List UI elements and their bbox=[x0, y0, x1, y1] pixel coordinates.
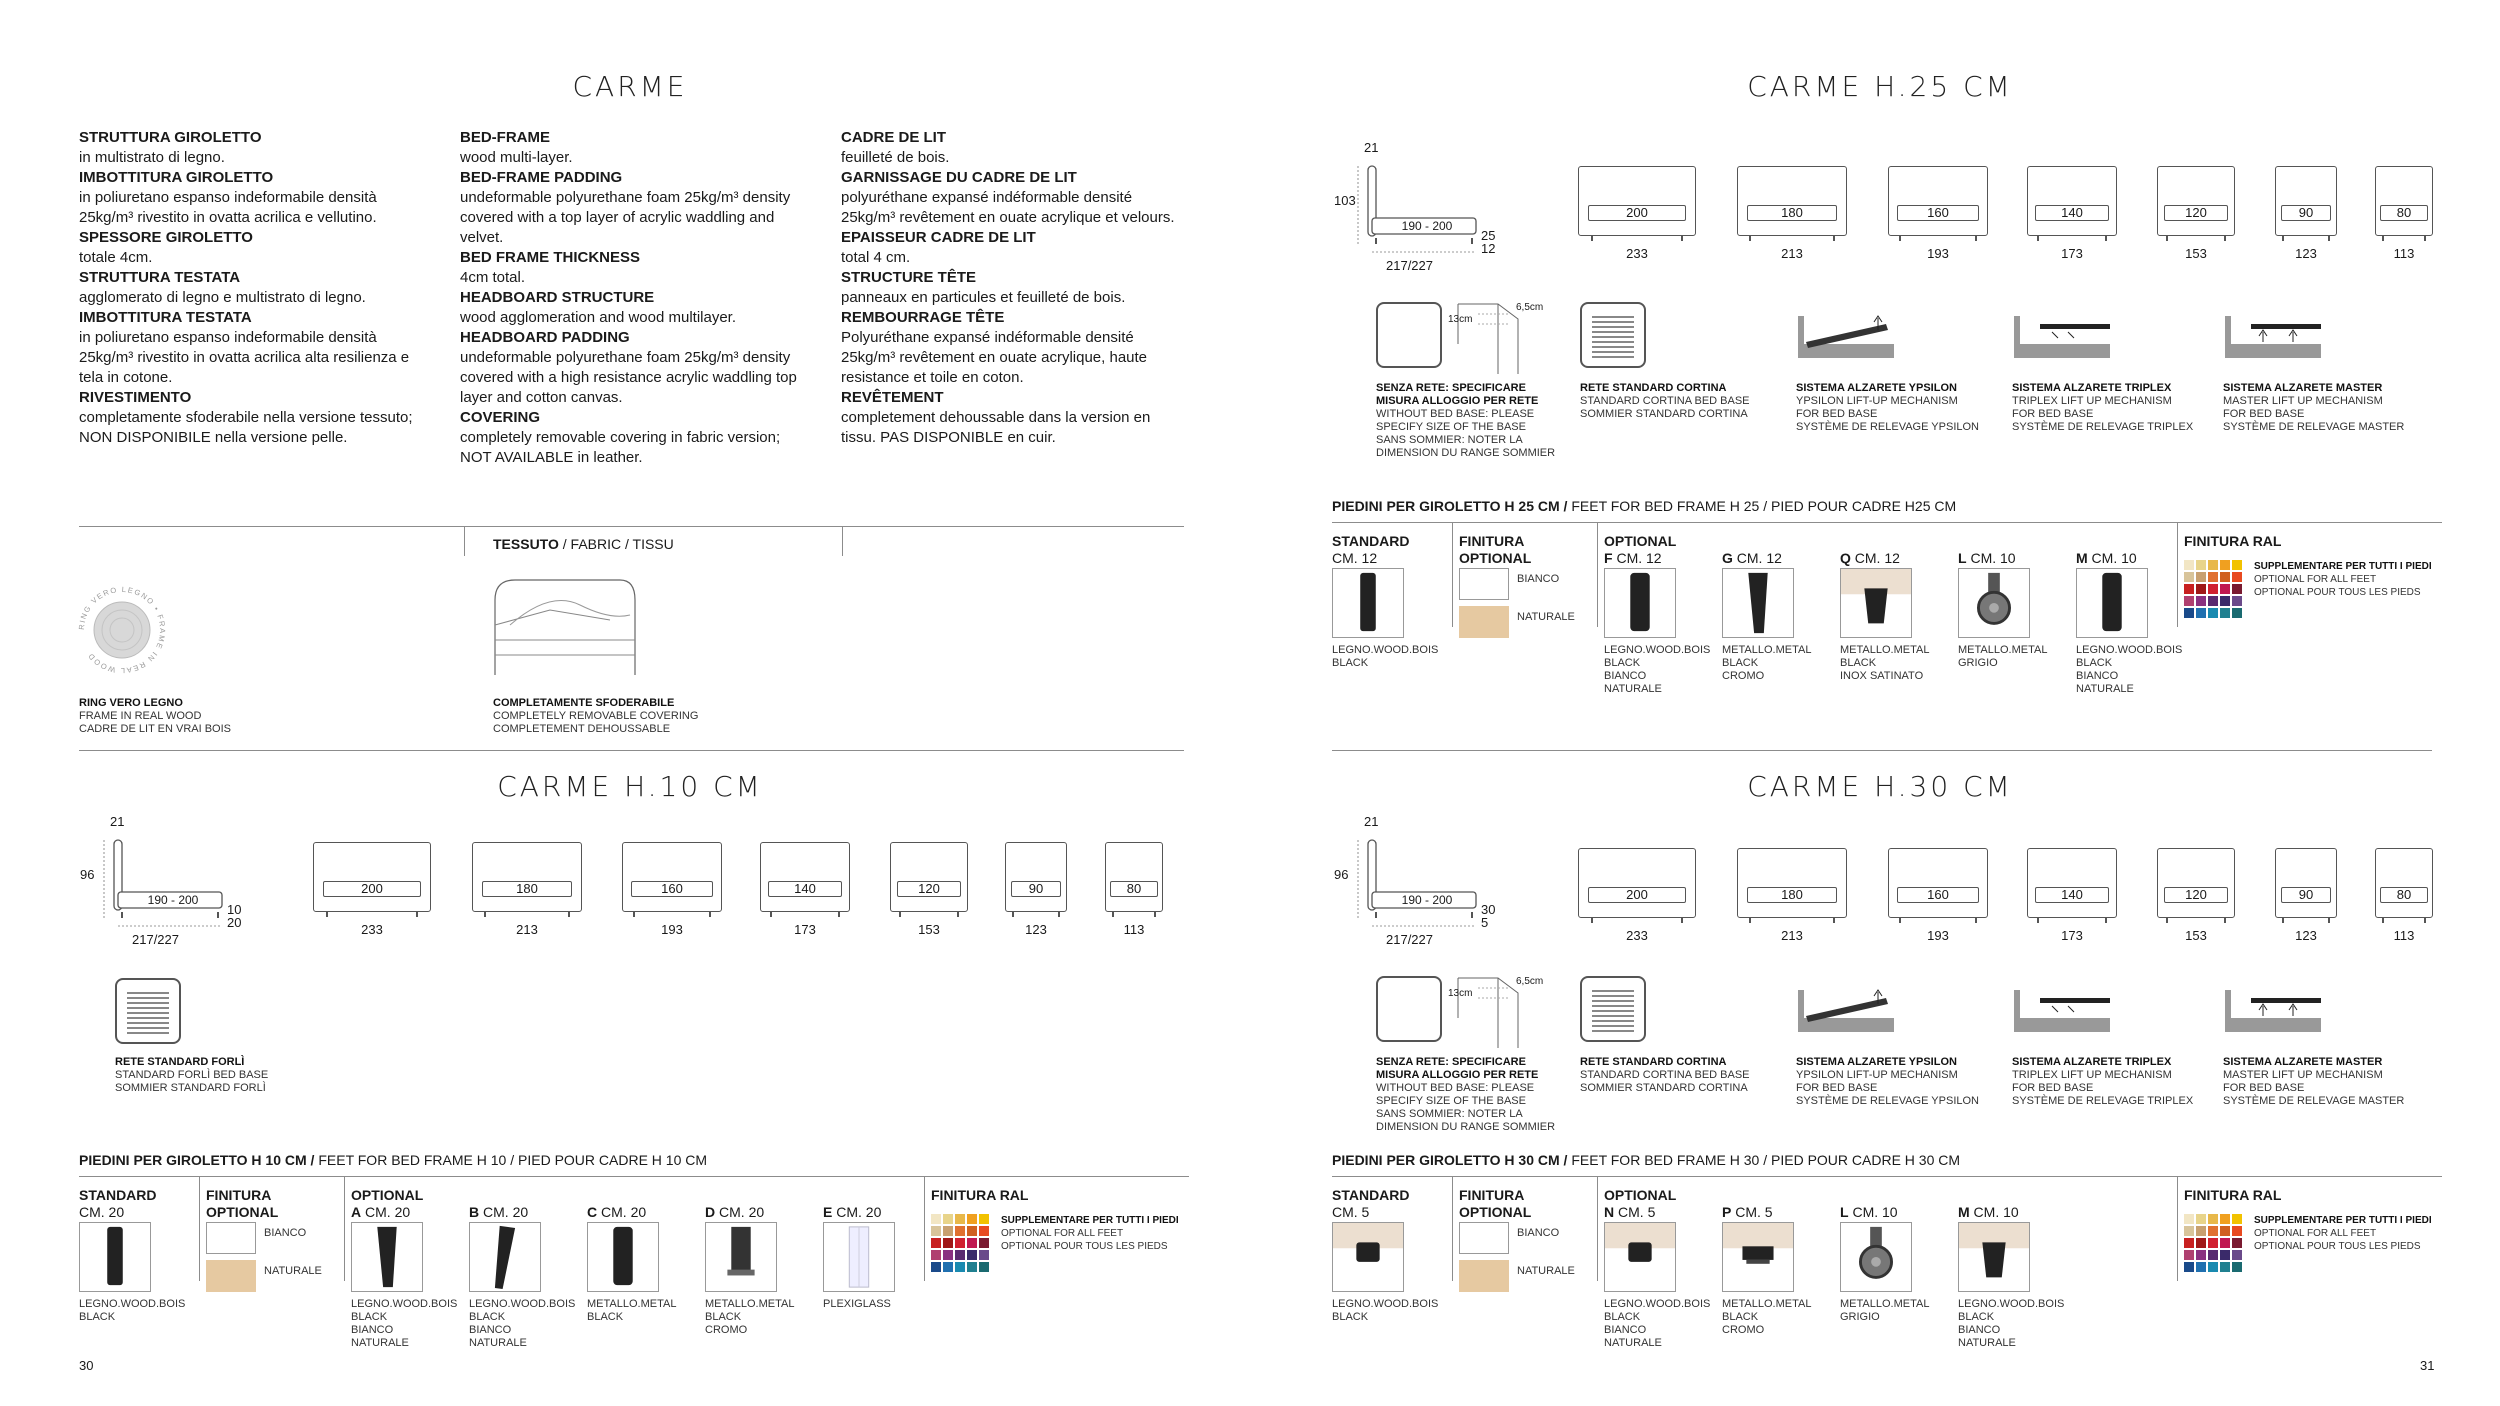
bed-width: 180 bbox=[1747, 205, 1838, 221]
foot-code: B CM. 20 bbox=[469, 1204, 529, 1220]
bed-legs bbox=[1591, 918, 1684, 923]
foot-code: F CM. 12 bbox=[1604, 550, 1662, 566]
spec-text: in poliuretano espanso indeformabile densità 25kg/m³ rivestito in ovatta acrilica alta resilienza e tela in cotone. bbox=[79, 329, 410, 386]
bed-legs bbox=[2037, 918, 2107, 923]
caption: METALLO.METAL BLACK CROMO bbox=[1722, 644, 1812, 682]
bed-front-view bbox=[2027, 848, 2117, 918]
ral-swatch bbox=[2208, 1214, 2218, 1224]
caption: LEGNO.WOOD.BOIS BLACK BIANCO NATURALE bbox=[2076, 644, 2183, 695]
slat bbox=[1592, 1015, 1634, 1017]
spec-text: undeformable polyurethane foam 25kg/m³ density covered with a high resistance acrylic waddling top layer and cotton canvas. bbox=[460, 349, 797, 406]
bed-width: 180 bbox=[482, 881, 573, 897]
standard-height: CM. 5 bbox=[1332, 1204, 1370, 1220]
caption: METALLO.METAL GRIGIO bbox=[1958, 644, 2048, 669]
caption: METALLO.METAL BLACK bbox=[587, 1298, 677, 1323]
spec-text: total 4 cm. bbox=[841, 249, 911, 266]
bed-width: 160 bbox=[631, 881, 713, 897]
spec-text: undeformable polyurethane foam 25kg/m³ density covered with a top layer of acrylic waddling and velvet. bbox=[460, 189, 791, 246]
spec-heading: STRUCTURE TÊTE bbox=[841, 269, 976, 286]
caption: RETE STANDARD CORTINA STANDARD CORTINA BED BASE SOMMIER STANDARD CORTINA bbox=[1580, 1056, 1750, 1094]
finish-natural-label: NATURALE bbox=[1517, 611, 1575, 623]
ral-swatch bbox=[2184, 1226, 2194, 1236]
bed-outer-width: 233 bbox=[1626, 928, 1648, 943]
spec-heading: CADRE DE LIT bbox=[841, 129, 946, 146]
spec-text: wood multi-layer. bbox=[460, 149, 573, 166]
ral-swatch bbox=[2232, 1250, 2242, 1260]
spec-text: panneaux en particules et feuilleté de bois. bbox=[841, 289, 1126, 306]
foot-code: L CM. 10 bbox=[1958, 550, 2016, 566]
foot-image bbox=[1958, 1222, 2030, 1292]
caption: LEGNO.WOOD.BOIS BLACK BIANCO NATURALE bbox=[1604, 644, 1711, 695]
spec-heading: RIVESTIMENTO bbox=[79, 389, 192, 406]
ral-swatch bbox=[2196, 1262, 2206, 1272]
bed-legs bbox=[2382, 918, 2427, 923]
ral-swatch bbox=[2196, 1238, 2206, 1248]
bed-front-view bbox=[1737, 848, 1847, 918]
ypsilon-lift-icon bbox=[1796, 976, 1896, 1046]
bed-outer-width: 153 bbox=[2185, 928, 2207, 943]
foot-code: G CM. 12 bbox=[1722, 550, 1782, 566]
caption: METALLO.METAL BLACK CROMO bbox=[1722, 1298, 1812, 1336]
ral-swatch bbox=[2232, 1238, 2242, 1248]
ring-caption: RING VERO LEGNO FRAME IN REAL WOOD CADRE DE LIT EN VRAI BOIS bbox=[79, 697, 232, 735]
bed-outer-width: 123 bbox=[1025, 922, 1047, 937]
bed-outer-width: 123 bbox=[2295, 246, 2317, 261]
standard-label: STANDARD bbox=[1332, 533, 1410, 549]
ral-swatch bbox=[2232, 1214, 2242, 1224]
finish-white-label: BIANCO bbox=[1517, 573, 1560, 585]
caption: METALLO.METAL BLACK INOX SATINATO bbox=[1840, 644, 1930, 682]
bed-front-view bbox=[2375, 848, 2433, 918]
divider bbox=[2177, 1176, 2178, 1281]
triplex-lift-icon bbox=[2012, 976, 2112, 1046]
left-title: CARME bbox=[572, 70, 688, 103]
caption: SISTEMA ALZARETE YPSILON YPSILON LIFT-UP MECHANISM FOR BED BASE SYSTÈME DE RELEVAGE YPSILON bbox=[1796, 1056, 1979, 1107]
spec-heading: SPESSORE GIROLETTO bbox=[79, 229, 253, 246]
standard-label: STANDARD bbox=[1332, 1187, 1410, 1203]
bed-outer-width: 233 bbox=[361, 922, 383, 937]
dim-frame: 25 bbox=[1481, 228, 1496, 243]
finitura-label: OPTIONAL bbox=[206, 1204, 279, 1220]
spec-text: completely removable covering in fabric version; NOT AVAILABLE in leather. bbox=[460, 429, 781, 466]
caption: SISTEMA ALZARETE YPSILON YPSILON LIFT-UP MECHANISM FOR BED BASE SYSTÈME DE RELEVAGE YPSILON bbox=[1796, 382, 1979, 433]
sfoderabile-caption: COMPLETAMENTE SFODERABILE COMPLETELY REMOVABLE COVERING COMPLETEMENT DEHOUSSABLE bbox=[493, 697, 699, 735]
slat bbox=[1592, 990, 1634, 992]
ral-swatch bbox=[2184, 1238, 2194, 1248]
ral-title: FINITURA RAL bbox=[2184, 533, 2282, 549]
foot-image bbox=[1722, 1222, 1794, 1292]
spec-heading: STRUTTURA TESTATA bbox=[79, 269, 241, 286]
foot-image bbox=[1604, 1222, 1676, 1292]
bed-legs bbox=[1749, 918, 1835, 923]
foot-code: N CM. 5 bbox=[1604, 1204, 1656, 1220]
slat bbox=[1592, 995, 1634, 997]
bed-width: 90 bbox=[2281, 887, 2331, 903]
ral-swatch bbox=[2196, 1226, 2206, 1236]
dim-outer: 217/227 bbox=[132, 932, 179, 947]
spec-heading: EPAISSEUR CADRE DE LIT bbox=[841, 229, 1036, 246]
foot-code: M CM. 10 bbox=[2076, 550, 2137, 566]
bed-width: 140 bbox=[768, 881, 842, 897]
caption: LEGNO.WOOD.BOIS BLACK bbox=[1332, 1298, 1439, 1323]
bed-width: 80 bbox=[2380, 887, 2427, 903]
optional-label: OPTIONAL bbox=[1604, 1187, 1677, 1203]
foot-image bbox=[1840, 1222, 1912, 1292]
bed-outer-width: 113 bbox=[2393, 928, 2415, 943]
dim-total: 103 bbox=[1334, 193, 1356, 208]
bed-width: 180 bbox=[1747, 887, 1838, 903]
ral-swatch bbox=[2196, 1214, 2206, 1224]
finitura-label: FINITURA bbox=[1459, 1187, 1525, 1203]
bed-front-view bbox=[1888, 848, 1988, 918]
dim-13cm: 13cm bbox=[1448, 314, 1473, 325]
ral-swatch bbox=[2208, 1238, 2218, 1248]
ral-title: FINITURA RAL bbox=[2184, 1187, 2282, 1203]
dim-head: 21 bbox=[110, 814, 125, 829]
dim-13cm: 13cm bbox=[1448, 988, 1473, 999]
dim-outer: 217/227 bbox=[1386, 932, 1433, 947]
caption: METALLO.METAL BLACK CROMO bbox=[705, 1298, 795, 1336]
ral-swatch bbox=[2220, 1226, 2230, 1236]
dim-leg: 5 bbox=[1481, 915, 1489, 930]
bed-width: 160 bbox=[1897, 205, 1979, 221]
dim-frame: 30 bbox=[1481, 902, 1496, 917]
dim-6-5cm: 6,5cm bbox=[1516, 976, 1544, 987]
bed-width: 160 bbox=[1897, 887, 1979, 903]
spec-heading: HEADBOARD PADDING bbox=[460, 329, 630, 346]
finish-white-label: BIANCO bbox=[264, 1227, 307, 1239]
dim-leg: 20 bbox=[227, 915, 242, 930]
dim-head: 21 bbox=[1364, 140, 1379, 155]
spec-text: totale 4cm. bbox=[79, 249, 153, 266]
foot-code: A CM. 20 bbox=[351, 1204, 411, 1220]
bed-outer-width: 193 bbox=[1927, 928, 1949, 943]
spec-text: in poliuretano espanso indeformabile densità 25kg/m³ rivestito in ovatta acrilica e vellutino. bbox=[79, 189, 377, 226]
ral-swatch bbox=[2208, 1250, 2218, 1260]
bed-legs bbox=[1899, 918, 1977, 923]
feet-section-header: PIEDINI PER GIROLETTO H 25 CM / FEET FOR BED FRAME H 25 / PIED POUR CADRE H25 CM bbox=[1332, 498, 1957, 514]
spec-heading: BED-FRAME bbox=[460, 129, 550, 146]
finitura-label: OPTIONAL bbox=[1459, 1204, 1532, 1220]
bed-outer-width: 153 bbox=[918, 922, 940, 937]
caption: SISTEMA ALZARETE TRIPLEX TRIPLEX LIFT UP MECHANISM FOR BED BASE SYSTÈME DE RELEVAGE TRIPLEX bbox=[2012, 1056, 2194, 1107]
foot-code: C CM. 20 bbox=[587, 1204, 647, 1220]
caption: SENZA RETE: SPECIFICARE MISURA ALLOGGIO PER RETE WITHOUT BED BASE: PLEASE SPECIFY SIZE OF THE BASE SANS SOMMIER: NOTER LA DIMENSION DU RANGE SOMMIER bbox=[1376, 382, 1556, 459]
bed-outer-width: 123 bbox=[2295, 928, 2317, 943]
bed-base-icon bbox=[1580, 976, 1646, 1042]
bed-front-view bbox=[2157, 848, 2235, 918]
caption: SISTEMA ALZARETE MASTER MASTER LIFT UP MECHANISM FOR BED BASE SYSTÈME DE RELEVAGE MASTER bbox=[2223, 1056, 2405, 1107]
bed-width: 200 bbox=[1588, 887, 1685, 903]
bed-outer-width: 153 bbox=[2185, 246, 2207, 261]
ral-swatch bbox=[2220, 1250, 2230, 1260]
ral-swatch bbox=[2184, 1262, 2194, 1272]
bed-outer-width: 173 bbox=[2061, 928, 2083, 943]
spec-text: completamente sfoderabile nella versione tessuto; NON DISPONIBILE nella versione pelle. bbox=[79, 409, 413, 446]
bed-width: 140 bbox=[2035, 887, 2109, 903]
bed-outer-width: 213 bbox=[1781, 928, 1803, 943]
ral-caption: SUPPLEMENTARE PER TUTTI I PIEDI OPTIONAL FOR ALL FEET OPTIONAL POUR TOUS LES PIEDS bbox=[1001, 1215, 1179, 1252]
dim-length: 190 - 200 bbox=[1401, 219, 1453, 233]
finish-natural-label: NATURALE bbox=[1517, 1265, 1575, 1277]
bed-width: 140 bbox=[2035, 205, 2109, 221]
ral-swatch bbox=[2208, 1262, 2218, 1272]
bed-width: 200 bbox=[1588, 205, 1685, 221]
caption: SENZA RETE: SPECIFICARE MISURA ALLOGGIO PER RETE WITHOUT BED BASE: PLEASE SPECIFY SIZE OF THE BASE SANS SOMMIER: NOTER LA DIMENSION DU RANGE SOMMIER bbox=[1376, 1056, 1556, 1133]
dim-length: 190 - 200 bbox=[1401, 893, 1453, 907]
bed-legs bbox=[2282, 918, 2330, 923]
caption: LEGNO.WOOD.BOIS BLACK bbox=[1332, 644, 1439, 669]
ral-title: FINITURA RAL bbox=[931, 1187, 1029, 1203]
spec-heading: GARNISSAGE DU CADRE DE LIT bbox=[841, 169, 1077, 186]
caption: METALLO.METAL GRIGIO bbox=[1840, 1298, 1930, 1323]
dim-leg: 12 bbox=[1481, 241, 1496, 256]
bed-outer-width: 113 bbox=[1123, 922, 1145, 937]
bed-width: 90 bbox=[1011, 881, 1061, 897]
h10-title: CARME H.10 CM bbox=[497, 770, 763, 803]
svg-text:RING VERO LEGNO • FRAME IN REA: RING VERO LEGNO • FRAME IN REAL WOOD bbox=[76, 584, 168, 676]
spec-text: polyuréthane expansé indéformable densité 25kg/m³ revêtement en ouate acrylique et velours. bbox=[841, 189, 1175, 226]
page-number-right: 31 bbox=[2420, 1358, 2435, 1373]
spec-text: Polyuréthane expansé indéformable densité 25kg/m³ revêtement en ouate acrylique, haute resistance et toile en coton. bbox=[841, 329, 1148, 386]
dim-frame: 10 bbox=[227, 902, 242, 917]
slat bbox=[1592, 1030, 1634, 1032]
finitura-label: OPTIONAL bbox=[1459, 550, 1532, 566]
foot-code: E CM. 20 bbox=[823, 1204, 882, 1220]
dim-total: 96 bbox=[80, 867, 95, 882]
caption: LEGNO.WOOD.BOIS BLACK BIANCO NATURALE bbox=[1604, 1298, 1711, 1349]
ral-swatch bbox=[2196, 1250, 2206, 1260]
spec-text: completement dehoussable dans la version en tissu. PAS DISPONIBLE en cuir. bbox=[841, 409, 1151, 446]
bed-width: 200 bbox=[323, 881, 420, 897]
spec-heading: REVÊTEMENT bbox=[841, 389, 944, 406]
caption: SISTEMA ALZARETE TRIPLEX TRIPLEX LIFT UP MECHANISM FOR BED BASE SYSTÈME DE RELEVAGE TRIPLEX bbox=[2012, 382, 2194, 433]
divider bbox=[1452, 1176, 1453, 1281]
slat bbox=[1592, 1020, 1634, 1022]
ral-swatch bbox=[2184, 1250, 2194, 1260]
caption: RETE STANDARD CORTINA STANDARD CORTINA BED BASE SOMMIER STANDARD CORTINA bbox=[1580, 382, 1750, 420]
bed-width: 120 bbox=[897, 881, 961, 897]
bed-outer-width: 193 bbox=[1927, 246, 1949, 261]
bed-width: 120 bbox=[2164, 205, 2228, 221]
foot-code: Q CM. 12 bbox=[1840, 550, 1900, 566]
bed-outer-width: 113 bbox=[2393, 246, 2415, 261]
side-view-diagram bbox=[1336, 822, 1496, 932]
caption: PLEXIGLASS bbox=[823, 1298, 891, 1310]
ral-swatch bbox=[2232, 1262, 2242, 1272]
master-lift-icon bbox=[2223, 976, 2323, 1046]
slat bbox=[1592, 1000, 1634, 1002]
foot-code: D CM. 20 bbox=[705, 1204, 765, 1220]
ral-caption: SUPPLEMENTARE PER TUTTI I PIEDI OPTIONAL FOR ALL FEET OPTIONAL POUR TOUS LES PIEDS bbox=[2254, 561, 2432, 598]
foot-code: L CM. 10 bbox=[1840, 1204, 1898, 1220]
ral-swatch bbox=[2184, 1214, 2194, 1224]
caption: LEGNO.WOOD.BOIS BLACK BIANCO NATURALE bbox=[469, 1298, 576, 1349]
spec-text: 4cm total. bbox=[460, 269, 526, 286]
ral-caption: SUPPLEMENTARE PER TUTTI I PIEDI OPTIONAL FOR ALL FEET OPTIONAL POUR TOUS LES PIEDS bbox=[2254, 1215, 2432, 1252]
page-number-left: 30 bbox=[79, 1358, 94, 1373]
ral-swatch bbox=[2220, 1238, 2230, 1248]
feet-section-header: PIEDINI PER GIROLETTO H 10 CM / FEET FOR BED FRAME H 10 / PIED POUR CADRE H 10 CM bbox=[79, 1152, 708, 1168]
standard-height: CM. 12 bbox=[1332, 550, 1378, 566]
spec-heading: COVERING bbox=[460, 409, 541, 426]
bed-width: 120 bbox=[2164, 887, 2228, 903]
spec-heading: HEADBOARD STRUCTURE bbox=[460, 289, 655, 306]
caption: SISTEMA ALZARETE MASTER MASTER LIFT UP MECHANISM FOR BED BASE SYSTÈME DE RELEVAGE MASTER bbox=[2223, 382, 2405, 433]
tessuto-header: TESSUTO / FABRIC / TISSU bbox=[493, 536, 674, 552]
bed-width: 80 bbox=[1110, 881, 1157, 897]
slat bbox=[1592, 1010, 1634, 1012]
foot-code: M CM. 10 bbox=[1958, 1204, 2019, 1220]
finish-natural-swatch bbox=[1459, 1260, 1509, 1292]
spec-heading: IMBOTTITURA GIROLETTO bbox=[79, 169, 274, 186]
bed-outer-width: 173 bbox=[2061, 246, 2083, 261]
bed-front-view bbox=[2275, 848, 2337, 918]
dim-total: 96 bbox=[1334, 867, 1349, 882]
ral-swatch bbox=[2232, 1226, 2242, 1236]
spec-heading: BED FRAME THICKNESS bbox=[460, 249, 641, 266]
finitura-label: FINITURA bbox=[1459, 533, 1525, 549]
ral-swatch bbox=[2220, 1262, 2230, 1272]
divider bbox=[1332, 1176, 2442, 1177]
h25-title: CARME H.25 CM bbox=[1747, 70, 2013, 103]
slat bbox=[1592, 1005, 1634, 1007]
dim-length: 190 - 200 bbox=[147, 893, 199, 907]
divider bbox=[1597, 1176, 1598, 1281]
optional-label: OPTIONAL bbox=[1604, 533, 1677, 549]
bed-outer-width: 173 bbox=[794, 922, 816, 937]
dim-6-5cm: 6,5cm bbox=[1516, 302, 1544, 313]
bed-legs bbox=[2166, 918, 2227, 923]
caption: RETE STANDARD FORLÌ STANDARD FORLÌ BED BASE SOMMIER STANDARD FORLÌ bbox=[115, 1056, 269, 1094]
spec-heading: REMBOURRAGE TÊTE bbox=[841, 309, 1005, 326]
bed-outer-width: 213 bbox=[1781, 246, 1803, 261]
dim-head: 21 bbox=[1364, 814, 1379, 829]
slat bbox=[1592, 1025, 1634, 1027]
bed-outer-width: 233 bbox=[1626, 246, 1648, 261]
foot-image bbox=[1332, 1222, 1404, 1292]
spec-text: feuilleté de bois. bbox=[841, 149, 950, 166]
foot-code: P CM. 5 bbox=[1722, 1204, 1773, 1220]
spec-text: in multistrato di legno. bbox=[79, 149, 225, 166]
finitura-label: FINITURA bbox=[206, 1187, 272, 1203]
caption: LEGNO.WOOD.BOIS BLACK bbox=[79, 1298, 186, 1323]
spec-heading: STRUTTURA GIROLETTO bbox=[79, 129, 262, 146]
spec-heading: BED-FRAME PADDING bbox=[460, 169, 623, 186]
ral-swatch bbox=[2220, 1214, 2230, 1224]
finish-white-swatch bbox=[1459, 1222, 1509, 1254]
bed-width: 80 bbox=[2380, 205, 2427, 221]
standard-height: CM. 20 bbox=[79, 1204, 125, 1220]
h30-title: CARME H.30 CM bbox=[1747, 770, 2013, 803]
caption: LEGNO.WOOD.BOIS BLACK BIANCO NATURALE bbox=[1958, 1298, 2065, 1349]
bed-width: 90 bbox=[2281, 205, 2331, 221]
empty-frame-icon bbox=[1376, 976, 1442, 1042]
dim-outer: 217/227 bbox=[1386, 258, 1433, 273]
optional-label: OPTIONAL bbox=[351, 1187, 424, 1203]
standard-label: STANDARD bbox=[79, 1187, 157, 1203]
caption: LEGNO.WOOD.BOIS BLACK BIANCO NATURALE bbox=[351, 1298, 458, 1349]
finish-natural-label: NATURALE bbox=[264, 1265, 322, 1277]
ral-swatch bbox=[2208, 1226, 2218, 1236]
bed-front-view bbox=[1578, 848, 1696, 918]
spec-heading: IMBOTTITURA TESTATA bbox=[79, 309, 252, 326]
bed-outer-width: 213 bbox=[516, 922, 538, 937]
bed-outer-width: 193 bbox=[661, 922, 683, 937]
finish-white-label: BIANCO bbox=[1517, 1227, 1560, 1239]
feet-section-header: PIEDINI PER GIROLETTO H 30 CM / FEET FOR BED FRAME H 30 / PIED POUR CADRE H 30 CM bbox=[1332, 1152, 1961, 1168]
spec-text: agglomerato di legno e multistrato di legno. bbox=[79, 289, 366, 306]
spec-text: wood agglomeration and wood multilayer. bbox=[460, 309, 736, 326]
